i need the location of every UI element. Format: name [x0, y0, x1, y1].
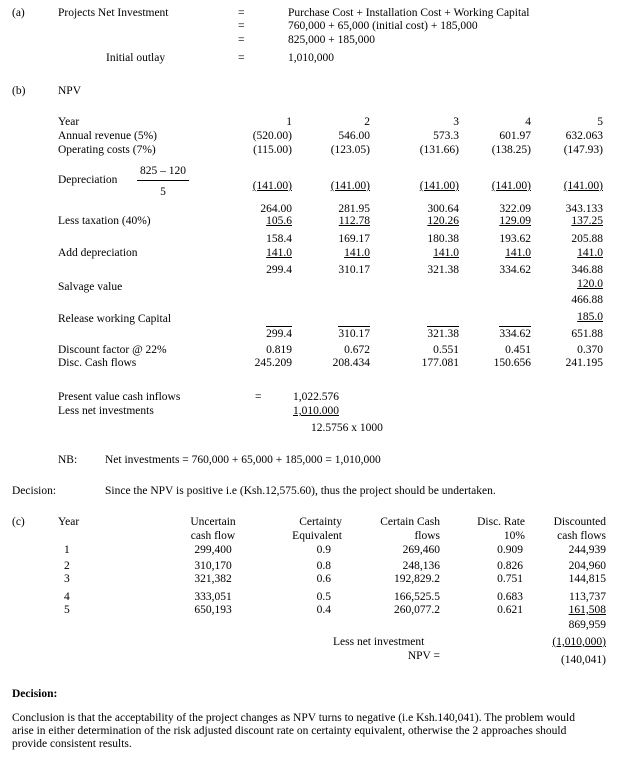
disc-cash-cell: 150.656	[493, 357, 531, 369]
depreciation-numerator: 825 – 120	[140, 165, 186, 177]
revenue-cell: 546.00	[338, 130, 370, 142]
subtotal-cell: 466.88	[571, 294, 603, 306]
table-row-rate: 0.826	[497, 560, 523, 572]
table-row-discounted: 244,939	[568, 544, 606, 556]
annual-revenue-label: Annual revenue (5%)	[58, 130, 157, 142]
add-dep-cell: 141.0	[344, 247, 370, 259]
pbt-cell: 343.133	[565, 203, 603, 215]
net-investment-sum: 825,000 + 185,000	[288, 34, 375, 46]
less-net-investments-value: 1,010.000	[293, 405, 339, 417]
table-row-ce: 0.8	[316, 560, 331, 572]
disc-cash-cell: 241.195	[565, 357, 603, 369]
add-dep-cell: 141.0	[577, 247, 603, 259]
part-c-label: (c)	[12, 516, 25, 528]
after-tax-cell: 169.17	[338, 233, 370, 245]
salvage-value-cell: 120.0	[577, 278, 603, 290]
final-decision-text: Conclusion is that the acceptability of the project changes as NPV turns to negative (i.e Ksh.140,041). The problem would arise in either determination of the risk adjusted discount rate on certainty equivalent, otherwise the 2 approaches should provide consistent results.	[12, 712, 575, 750]
total-cash-cell: 651.88	[571, 328, 603, 340]
header-discounted-cash: cash flows	[557, 530, 606, 542]
header-discounted: Discounted	[553, 516, 606, 528]
table-row-uncertain: 650,193	[194, 604, 232, 616]
disc-cash-cell: 177.081	[421, 357, 459, 369]
table-row-uncertain: 299,400	[194, 544, 232, 556]
discount-factor-cell: 0.672	[344, 344, 370, 356]
cash-after-dep-cell: 299.4	[266, 264, 292, 276]
equals-sign: =	[238, 34, 245, 46]
revenue-cell: 632.063	[565, 130, 603, 142]
table-row-year: 1	[64, 544, 70, 556]
equals-sign: =	[238, 20, 245, 32]
total-cash-cell: 321.38	[427, 328, 459, 340]
year-cell: 2	[364, 116, 370, 128]
pbt-cell: 300.64	[427, 203, 459, 215]
tax-cell: 112.78	[338, 215, 370, 227]
final-decision-label: Decision:	[12, 688, 58, 700]
table-row-year: 2	[64, 560, 70, 572]
after-tax-cell: 158.4	[266, 233, 292, 245]
year-cell: 1	[286, 116, 292, 128]
header-cash-flow: cash flow	[190, 530, 236, 542]
depreciation-label: Depreciation	[58, 174, 118, 186]
year-cell: 3	[453, 116, 459, 128]
add-dep-cell: 141.0	[505, 247, 531, 259]
revenue-cell: (520.00)	[252, 130, 292, 142]
depreciation-cell: (141.00)	[330, 180, 370, 192]
disc-cash-cell: 208.434	[332, 357, 370, 369]
net-investment-formula: Purchase Cost + Installation Cost + Working Capital	[288, 7, 530, 19]
depreciation-cell: (141.00)	[491, 180, 531, 192]
tax-cell: 129.09	[499, 215, 531, 227]
npv-title: NPV	[58, 85, 82, 97]
operating-costs-label: Operating costs (7%)	[58, 144, 156, 156]
decision-label: Decision:	[12, 485, 57, 497]
table-row-rate: 0.621	[497, 604, 523, 616]
cash-after-dep-cell: 310.17	[338, 264, 370, 276]
table-row-ce: 0.9	[316, 544, 331, 556]
table-row-discounted: 144,815	[568, 573, 606, 585]
add-depreciation-label: Add depreciation	[58, 247, 138, 259]
tax-cell: 120.26	[427, 215, 459, 227]
net-investment-values: 760,000 + 65,000 (initial cost) + 185,000	[288, 20, 478, 32]
table-row-certain: 166,525.5	[394, 591, 440, 603]
table-row-ce: 0.6	[316, 573, 331, 585]
discount-factor-cell: 0.819	[266, 344, 292, 356]
part-a-label: (a)	[12, 7, 25, 19]
table-row-year: 3	[64, 573, 70, 585]
depreciation-cell: (141.00)	[563, 180, 603, 192]
initial-outlay-value: 1,010,000	[288, 52, 334, 64]
nb-text: Net investments = 760,000 + 65,000 + 185,000 = 1,010,000	[105, 454, 381, 466]
release-wc-cell: 185.0	[577, 311, 603, 323]
after-tax-cell: 205.88	[571, 233, 603, 245]
npv-value: (140,041)	[560, 654, 606, 666]
release-working-capital-label: Release working Capital	[58, 313, 172, 325]
table-row-year: 4	[64, 591, 70, 603]
tax-cell: 137.25	[571, 215, 603, 227]
salvage-value-label: Salvage value	[58, 281, 123, 293]
year-cell: 4	[525, 116, 531, 128]
header-certainty: Certainty	[299, 516, 342, 528]
cash-after-dep-cell: 334.62	[499, 264, 531, 276]
less-taxation-label: Less taxation (40%)	[58, 215, 151, 227]
cash-after-dep-cell: 346.88	[571, 264, 603, 276]
npv-result: 12.5756 x 1000	[311, 422, 383, 434]
add-dep-cell: 141.0	[266, 247, 292, 259]
disc-cash-cell: 245.209	[254, 357, 292, 369]
table-row-rate: 0.683	[497, 591, 523, 603]
net-investment-label: Projects Net Investment	[58, 7, 169, 19]
revenue-cell: 601.97	[499, 130, 531, 142]
discount-factor-cell: 0.370	[577, 344, 603, 356]
depreciation-denominator: 5	[160, 186, 166, 198]
opcost-cell: (115.00)	[253, 144, 292, 156]
pbt-cell: 264.00	[260, 203, 292, 215]
total-cash-cell: 310.17	[338, 328, 370, 340]
initial-outlay-label: Initial outlay	[106, 52, 166, 64]
header-certain-cash: Certain Cash	[380, 516, 440, 528]
table-row-rate: 0.909	[497, 544, 523, 556]
nb-label: NB:	[58, 454, 78, 466]
header-flows: flows	[414, 530, 440, 542]
after-tax-cell: 193.62	[499, 233, 531, 245]
table-row-certain: 260,077.2	[394, 604, 440, 616]
table-row-uncertain: 310,170	[194, 560, 232, 572]
decision-text: Since the NPV is positive i.e (Ksh.12,575.60), thus the project should be undertaken.	[105, 485, 496, 497]
depreciation-cell: (141.00)	[419, 180, 459, 192]
table-row-rate: 0.751	[497, 573, 523, 585]
table-row-year: 5	[64, 604, 70, 616]
header-uncertain: Uncertain	[190, 516, 236, 528]
depreciation-cell: (141.00)	[252, 180, 292, 192]
table-row-uncertain: 333,051	[194, 591, 232, 603]
equals-sign: =	[238, 7, 245, 19]
revenue-cell: 573.3	[433, 130, 459, 142]
after-tax-cell: 180.38	[427, 233, 459, 245]
header-equivalent: Equivalent	[292, 530, 342, 542]
header-disc-rate: Disc. Rate	[477, 516, 525, 528]
pv-inflows-value: 1,022.576	[293, 391, 339, 403]
equals-sign: =	[255, 391, 262, 403]
year-label: Year	[58, 116, 80, 128]
equals-sign: =	[238, 52, 245, 64]
pv-inflows-label: Present value cash inflows	[58, 391, 181, 403]
pbt-cell: 322.09	[499, 203, 531, 215]
total-cash-cell: 299.4	[266, 328, 292, 340]
opcost-cell: (147.93)	[563, 144, 603, 156]
table-row-ce: 0.5	[316, 591, 331, 603]
table-row-discounted: 113,737	[569, 591, 606, 603]
less-net-investment-label: Less net investment	[333, 636, 425, 648]
total-cash-cell: 334.62	[499, 328, 531, 340]
disc-cash-flows-label: Disc. Cash flows	[58, 357, 137, 369]
table-row-discounted: 204,960	[568, 560, 606, 572]
fraction-line	[137, 180, 189, 181]
part-b-label: (b)	[12, 85, 26, 97]
discount-factor-cell: 0.551	[433, 344, 459, 356]
opcost-cell: (138.25)	[491, 144, 531, 156]
discount-factor-label: Discount factor @ 22%	[58, 344, 167, 356]
table-row-ce: 0.4	[316, 604, 331, 616]
add-dep-cell: 141.0	[433, 247, 459, 259]
header-year: Year	[58, 516, 80, 528]
pbt-cell: 281.95	[338, 203, 370, 215]
less-net-investments-label: Less net investments	[58, 405, 154, 417]
header-rate-10: 10%	[503, 530, 525, 542]
opcost-cell: (123.05)	[330, 144, 370, 156]
table-row-certain: 248,136	[402, 560, 440, 572]
cash-after-dep-cell: 321.38	[427, 264, 459, 276]
npv-label: NPV =	[407, 650, 440, 662]
tax-cell: 105.6	[266, 215, 292, 227]
table-row-discounted: 161,508	[568, 604, 606, 616]
discount-factor-cell: 0.451	[505, 344, 531, 356]
less-net-investment-value: (1,010,000)	[552, 636, 606, 648]
opcost-cell: (131.66)	[419, 144, 459, 156]
year-cell: 5	[597, 116, 603, 128]
table-row-certain: 269,460	[402, 544, 440, 556]
table-row-uncertain: 321,382	[194, 573, 232, 585]
table-row-certain: 192,829.2	[394, 573, 440, 585]
total-discounted: 869,959	[568, 619, 606, 631]
